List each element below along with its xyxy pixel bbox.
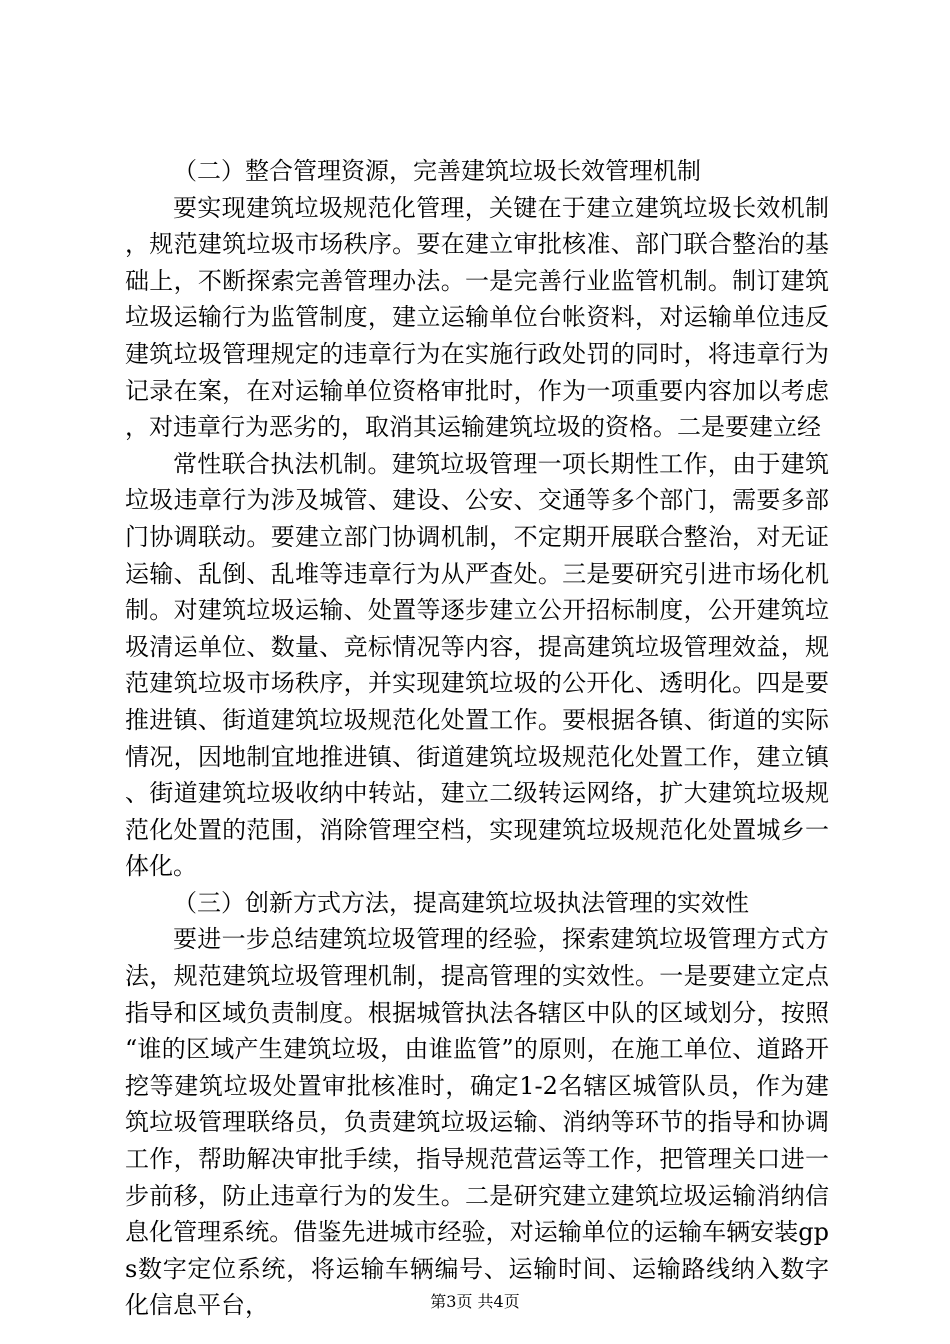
body-paragraph: 常性联合执法机制。建筑垃圾管理一项长期性工作，由于建筑垃圾违章行为涉及城管、建设、公安、交通等多个部门，需要多部门协调联动。要建立部门协调机制，不定期开展联合整治，对无证运输、乱倒、乱堆等违章行为从严查处。三是要研究引进市场化机制。对建筑垃圾运输、处置等逐步建立公开招标制度，公开建筑垃圾清运单位、数量、竞标情况等内容，提高建筑垃圾管理效益，规范建筑垃圾市场秩序，并实现建筑垃圾的公开化、透明化。四是要推进镇、街道建筑垃圾规范化处置工作。要根据各镇、街道的实际情况，因地制宜地推进镇、街道建筑垃圾规范化处置工作，建立镇、街道建筑垃圾收纳中转站，建立二级转运网络，扩大建筑垃圾规范化处置的范围，消除管理空档，实现建筑垃圾规范化处置城乡一体化。 [125, 449, 829, 881]
document-body [125, 153, 829, 1324]
section-heading-2: （二）整合管理资源，完善建筑垃圾长效管理机制 [173, 157, 701, 185]
page-footer: 第3页 共4页 [430, 1292, 520, 1311]
section-heading-3: （三）创新方式方法，提高建筑垃圾执法管理的实效性 [173, 888, 749, 917]
body-paragraph: 要进一步总结建筑垃圾管理的经验，探索建筑垃圾管理方式方法，规范建筑垃圾管理机制，提高管理的实效性。一是要建立定点指导和区域负责制度。根据城管执法各辖区中队的区域划分，按照“谁的区域产生建筑垃圾，由谁监管”的原则，在施工单位、道路开挖等建筑垃圾处置审批核准时，确定1-2名辖区城管队员，作为建筑垃圾管理联络员，负责建筑垃圾运输、消纳等环节的指导和协调工作，帮助解决审批手续，指导规范营运等工作，把管理关口进一步前移，防止违章行为的发生。二是研究建立建筑垃圾运输消纳信息化管理系统。借鉴先进城市经验，对运输单位的运输车辆安装gps数字定位系统，将运输车辆编号、运输时间、运输路线纳入数字化信息平台， [125, 925, 829, 1320]
body-paragraph: 要实现建筑垃圾规范化管理，关键在于建立建筑垃圾长效机制，规范建筑垃圾市场秩序。要在建立审批核准、部门联合整治的基础上，不断探索完善管理办法。一是完善行业监管机制。制订建筑垃圾运输行为监管制度，建立运输单位台帐资料，对运输单位违反建筑垃圾管理规定的违章行为在实施行政处罚的同时，将违章行为记录在案，在对运输单位资格审批时，作为一项重要内容加以考虑，对违章行为恶劣的，取消其运输建筑垃圾的资格。二是要建立经 [125, 193, 829, 442]
